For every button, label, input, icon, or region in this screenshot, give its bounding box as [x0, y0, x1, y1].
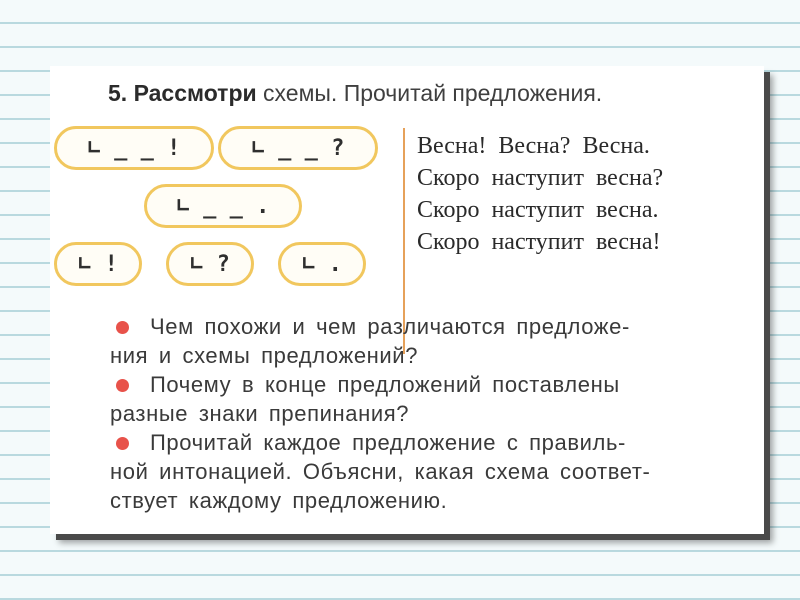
sentence-list [417, 130, 663, 258]
question-line: разные знаки препинания? [110, 401, 410, 426]
scheme-pill-question-short [166, 242, 254, 286]
exercise-title-bold: Рассмотри [133, 80, 257, 106]
question-line: ния и схемы предложений? [110, 343, 419, 368]
scheme-text: ∟ _ _ ? [251, 135, 345, 161]
bullet-icon [116, 321, 129, 334]
scheme-text: ∟ . [302, 251, 342, 277]
scheme-text: ∟ _ _ . [176, 193, 270, 219]
scheme-pill-period-short [278, 242, 366, 286]
bullet-icon [116, 437, 129, 450]
exercise-title-rest: схемы. Прочитай предложения. [256, 80, 603, 106]
question-text: Прочитай каждое предложение с правиль- [150, 430, 626, 455]
question-line [110, 370, 760, 399]
sentence-line: Скоро наступит весна? [417, 165, 664, 191]
sentence-line: Скоро наступит весна. [417, 197, 659, 223]
scheme-pill-exclamation-short [54, 242, 142, 286]
exercise-title [108, 80, 602, 107]
question-text: Почему в конце предложений поставлены [150, 372, 620, 397]
scheme-pill-exclamation-long [54, 126, 214, 170]
question-line: ствует каждому предложению. [110, 488, 448, 513]
sentence-line: Весна! Весна? Весна. [417, 133, 650, 159]
sentence-line: Скоро наступит весна! [417, 229, 661, 255]
scheme-pill-question-long [218, 126, 378, 170]
scheme-text: ∟ ? [190, 251, 230, 277]
question-list [110, 312, 760, 515]
question-line: ной интонацией. Объясни, какая схема соответ- [110, 459, 651, 484]
question-line [110, 312, 760, 341]
scheme-text: ∟ ! [78, 251, 118, 277]
exercise-number: 5. [108, 80, 128, 106]
bullet-icon [116, 379, 129, 392]
scheme-pill-period-long [144, 184, 302, 228]
scheme-text: ∟ _ _ ! [87, 135, 181, 161]
textbook-card [50, 66, 764, 534]
question-line [110, 428, 760, 457]
question-text: Чем похожи и чем различаются предложе- [150, 314, 630, 339]
